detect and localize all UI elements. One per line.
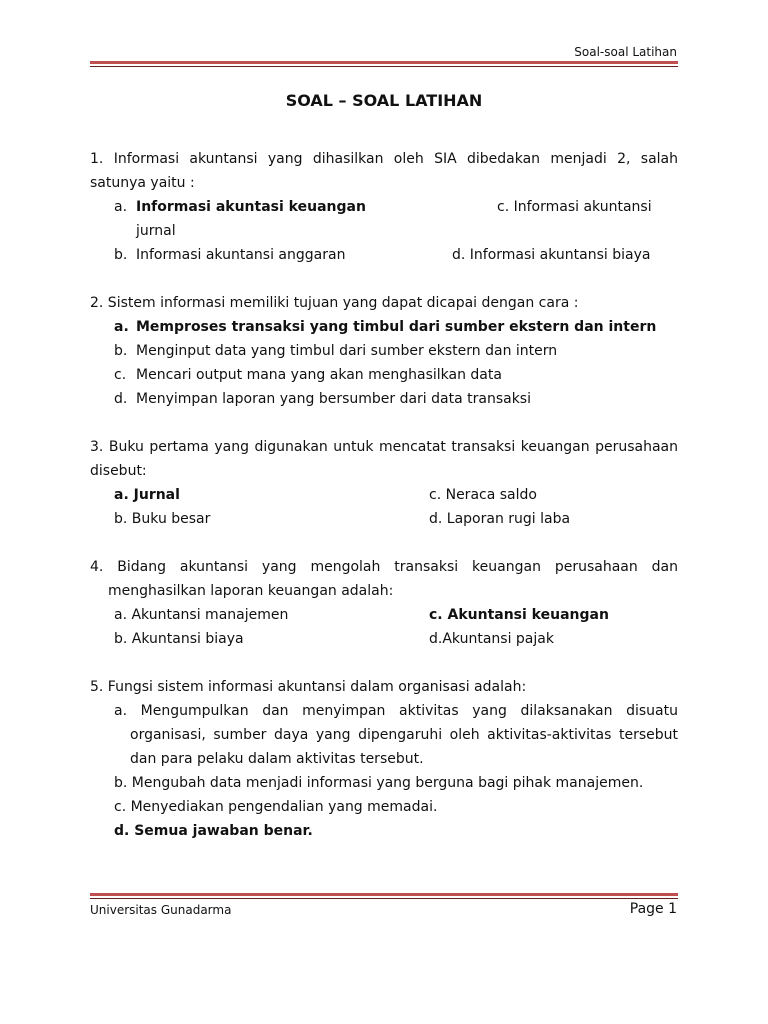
q2-option-b xyxy=(114,339,678,363)
q1-option-c-text: c. Informasi akuntansi xyxy=(497,199,652,215)
question-3-row-a-c xyxy=(90,483,678,507)
q3-option-b: b. Buku besar xyxy=(114,511,211,527)
q2-option-a xyxy=(114,315,678,339)
question-1 xyxy=(90,147,678,267)
question-3-text: 3. Buku pertama yang digunakan untuk mencatat transaksi keuangan perusahaan disebut: xyxy=(90,439,678,479)
question-4-row-b-d xyxy=(90,627,678,651)
q1-option-b-label: b. xyxy=(114,247,128,263)
question-4-row-a-c xyxy=(90,603,678,627)
page-header: Soal-soal Latihan xyxy=(574,45,677,59)
q2-option-a-label: a. xyxy=(114,319,129,335)
question-1-row-a-c xyxy=(90,195,678,219)
question-4 xyxy=(90,555,678,651)
question-3-row-b-d xyxy=(90,507,678,531)
question-list xyxy=(90,147,678,843)
q2-option-d xyxy=(114,387,678,411)
q5-option-b: b. Mengubah data menjadi informasi yang berguna bagi pihak manajemen. xyxy=(114,775,644,791)
q2-option-b-label: b. xyxy=(114,343,128,359)
q2-option-a-text: Memproses transaksi yang timbul dari sumber ekstern dan intern xyxy=(136,319,657,335)
question-1-row-b-d xyxy=(90,243,678,267)
question-2-options xyxy=(90,315,678,411)
question-1-text: 1. Informasi akuntansi yang dihasilkan oleh SIA dibedakan menjadi 2, salah satunya yaitu : xyxy=(90,151,678,191)
q3-option-c: c. Neraca saldo xyxy=(429,487,537,503)
q3-option-d: d. Laporan rugi laba xyxy=(429,511,571,527)
q1-option-d-text: d. Informasi akuntansi biaya xyxy=(452,247,651,263)
footer-rule xyxy=(90,893,678,899)
question-1-row-a-cont xyxy=(90,219,678,243)
question-5 xyxy=(90,675,678,843)
question-3 xyxy=(90,435,678,531)
question-2-text: 2. Sistem informasi memiliki tujuan yang dapat dicapai dengan cara : xyxy=(90,295,579,311)
q5-option-a: a. Mengumpulkan dan menyimpan aktivitas yang dilaksanakan disuatu organisasi, sumber daya yang dipengaruhi oleh aktivitas-aktivitas tersebut dan para pelaku dalam aktivitas tersebut. xyxy=(114,703,678,767)
q1-option-b-text: Informasi akuntansi anggaran xyxy=(136,247,346,263)
q3-option-a: a. Jurnal xyxy=(114,487,180,503)
document-title: SOAL – SOAL LATIHAN xyxy=(285,91,483,110)
question-4-text: 4. Bidang akuntansi yang mengolah transaksi keuangan perusahaan dan menghasilkan laporan keuangan adalah: xyxy=(90,559,678,599)
q1-option-a-text: Informasi akuntasi keuangan xyxy=(136,199,366,215)
q5-option-d: d. Semua jawaban benar. xyxy=(114,823,313,839)
header-rule xyxy=(90,61,678,67)
question-5-text: 5. Fungsi sistem informasi akuntansi dalam organisasi adalah: xyxy=(90,679,527,695)
q4-option-b: b. Akuntansi biaya xyxy=(114,631,244,647)
q1-option-a-label: a. xyxy=(114,199,128,215)
q4-option-c: c. Akuntansi keuangan xyxy=(429,607,609,623)
footer-institution: Universitas Gunadarma xyxy=(90,903,232,917)
q2-option-c-text: Mencari output mana yang akan menghasilkan data xyxy=(136,367,502,383)
q1-option-c-continuation: jurnal xyxy=(136,223,176,239)
page-number: Page 1 xyxy=(629,901,677,917)
q2-option-c-label: c. xyxy=(114,367,127,383)
q2-option-d-text: Menyimpan laporan yang bersumber dari data transaksi xyxy=(136,391,531,407)
q4-option-a: a. Akuntansi manajemen xyxy=(114,607,289,623)
q4-option-d: d.Akuntansi pajak xyxy=(429,631,554,647)
q5-option-c: c. Menyediakan pengendalian yang memadai. xyxy=(114,799,438,815)
q2-option-c xyxy=(114,363,678,387)
question-2 xyxy=(90,291,678,411)
q2-option-d-label: d. xyxy=(114,391,128,407)
q2-option-b-text: Menginput data yang timbul dari sumber ekstern dan intern xyxy=(136,343,558,359)
